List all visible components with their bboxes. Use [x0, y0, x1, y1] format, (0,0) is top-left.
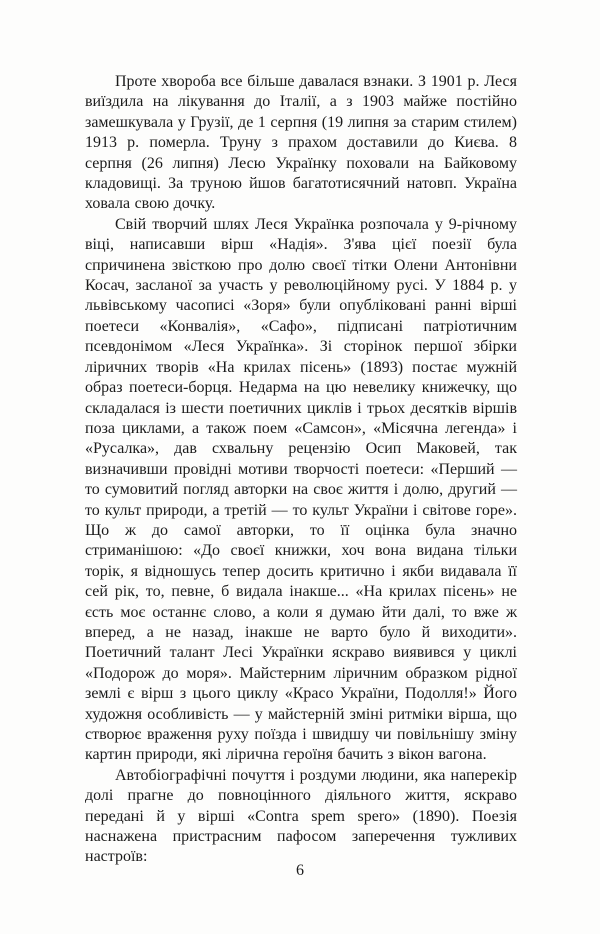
- paragraph-biography: Проте хвороба все більше давалася взнаки. З 1901 р. Леся виїздила на лікування до Італії, а з 1903 майже постійно замешкувала у Грузії, де 1 серпня (19 липня за старим стилем) 1913 р. померла. Труну з прахом доставили до Києва. 8 серпня (26 липня) Лесю Українку поховали на Байковому кладовищі. За труною йшов багатотисячний натовп. Україна ховала свою дочку.: [85, 73, 517, 213]
- paragraph-contra-spem-spero: Автобіографічні почуття і роздуми людини, яка наперекір долі прагне до повноцінного діяльного життя, яскраво передані й у вірші «Contra spem spero» (1890). Поезія наснажена пристрасним пафосом заперечення тужливих настроїв:: [85, 766, 517, 866]
- page-number: 6: [296, 862, 304, 879]
- body-text: [85, 72, 517, 868]
- paragraph-creative-path: Свій творчий шлях Леся Українка розпочала у 9-річному віці, написавши вірш «Надія». З'ява цієї поезії була спричинена звісткою про долю своєї тітки Олени Антонівни Косач, засланої за участь у революційному русі. У 1884 р. у львівському часописі «Зоря» були опубліковані ранні вірші поетеси «Конвалія», «Сафо», підписані патріотичним псевдонімом «Леся Українка». Зі сторінок першої збірки ліричних творів «На крилах пісень» (1893) постає мужній образ поетеси-борця. Недарма на цю невелику книжечку, що складалася із шести поетичних циклів і трьох десятків віршів поза циклами, а також поем «Самсон», «Місячна легенда» і «Русалка», дав схвальну рецензію Осип Маковей, так визначивши провідні мотиви творчості поетеси: «Перший — то сумовитий погляд авторки на своє життя і долю, другий — то культ природи, а третій — то культ України і світове горе». Що ж до самої авторки, то її оцінка була значно стриманішою: «До своєї книжки, хоч вона видана тільки торік, я відношусь тепер досить критично і якби видавала її сей рік, то, певне, б видала інакше... «На крилах пісень» не єсть моє останнє слово, а коли я думаю йти далі, то вже ж вперед, а не назад, інакше не варто було й виходити». Поетичний талант Лесі Українки яскраво виявився у циклі «Подорож до моря». Майстерним ліричним образком рідної землі є вірш з цього циклу «Красо України, Подолля!» Його художня особливість — у майстерній зміні ритміки вірша, що створює враження руху поїзда і швидшу чи повільнішу зміну картин природи, які лірична героїня бачить з вікон вагона.: [85, 215, 517, 764]
